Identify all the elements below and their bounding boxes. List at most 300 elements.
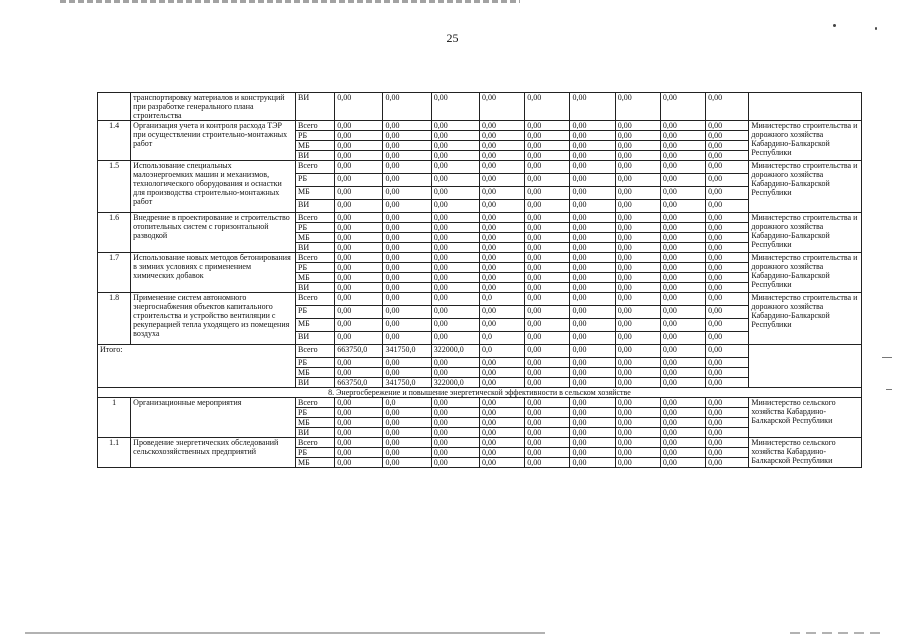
amount-cell: 0,00	[335, 253, 383, 263]
amount-cell: 0,00	[570, 398, 615, 408]
measure-description: Использование специальных малоэнергоемких машин и механизмов, технологического оборудования и оснастки для производства строительно-монтажных работ	[131, 161, 296, 213]
amount-cell: 0,00	[335, 213, 383, 223]
amount-cell: 0,00	[570, 458, 615, 468]
amount-cell: 0,00	[615, 378, 660, 388]
amount-cell: 0,00	[431, 200, 479, 213]
amount-cell: 0,00	[335, 141, 383, 151]
table-row	[98, 253, 862, 263]
responsible-executor: Министерство строительства и дорожного хозяйства Кабардино-Балкарской Республики	[749, 253, 862, 293]
amount-cell: 0,00	[335, 121, 383, 131]
amount-cell: 0,00	[660, 378, 705, 388]
amount-cell: 0,00	[431, 263, 479, 273]
amount-cell: 0,00	[383, 141, 431, 151]
amount-cell: 0,00	[479, 368, 524, 378]
amount-cell: 0,00	[660, 213, 705, 223]
amount-cell: 0,00	[431, 141, 479, 151]
amount-cell: 0,00	[660, 141, 705, 151]
amount-cell: 663750,0	[335, 345, 383, 358]
amount-cell: 0,00	[335, 368, 383, 378]
amount-cell: 0,00	[706, 398, 749, 408]
funding-source: МБ	[296, 319, 335, 332]
amount-cell: 0,00	[615, 200, 660, 213]
amount-cell: 0,00	[525, 93, 570, 121]
amount-cell: 0,00	[660, 243, 705, 253]
funding-source: ВИ	[296, 428, 335, 438]
amount-cell: 0,00	[706, 151, 749, 161]
amount-cell: 0,00	[335, 200, 383, 213]
amount-cell: 0,00	[479, 319, 524, 332]
amount-cell: 0,00	[383, 151, 431, 161]
amount-cell: 0,00	[525, 319, 570, 332]
amount-cell: 0,00	[383, 319, 431, 332]
amount-cell: 0,00	[660, 263, 705, 273]
scan-speck	[875, 27, 877, 30]
amount-cell: 0,00	[570, 358, 615, 368]
amount-cell: 0,00	[570, 418, 615, 428]
amount-cell: 0,00	[431, 319, 479, 332]
amount-cell: 0,00	[335, 306, 383, 319]
amount-cell: 0,00	[525, 253, 570, 263]
amount-cell: 0,00	[479, 161, 524, 174]
amount-cell: 0,00	[383, 174, 431, 187]
amount-cell: 0,00	[479, 131, 524, 141]
amount-cell: 0,00	[706, 121, 749, 131]
amount-cell: 0,00	[615, 131, 660, 141]
amount-cell: 0,00	[525, 332, 570, 345]
amount-cell: 0,00	[570, 332, 615, 345]
item-number: 1.6	[98, 213, 131, 253]
scan-artifact-bottom	[25, 632, 545, 634]
amount-cell: 0,00	[383, 161, 431, 174]
amount-cell: 0,00	[431, 253, 479, 263]
amount-cell: 0,00	[335, 438, 383, 448]
amount-cell: 0,00	[335, 332, 383, 345]
amount-cell: 0,00	[706, 306, 749, 319]
amount-cell: 0,00	[335, 458, 383, 468]
funding-source: Всего	[296, 438, 335, 448]
amount-cell: 0,00	[570, 263, 615, 273]
amount-cell: 0,00	[706, 283, 749, 293]
amount-cell: 0,00	[383, 200, 431, 213]
amount-cell: 0,0	[479, 332, 524, 345]
amount-cell: 0,00	[660, 121, 705, 131]
amount-cell: 0,00	[660, 131, 705, 141]
amount-cell: 0,00	[479, 378, 524, 388]
amount-cell: 0,00	[660, 418, 705, 428]
amount-cell: 0,00	[706, 141, 749, 151]
amount-cell: 0,00	[335, 398, 383, 408]
amount-cell: 0,00	[525, 223, 570, 233]
scan-artifact-top	[60, 0, 520, 3]
amount-cell: 0,00	[383, 233, 431, 243]
amount-cell: 0,00	[706, 448, 749, 458]
amount-cell: 0,00	[706, 358, 749, 368]
item-number: 1.5	[98, 161, 131, 213]
amount-cell: 0,00	[479, 200, 524, 213]
amount-cell: 0,00	[570, 200, 615, 213]
amount-cell: 0,00	[525, 398, 570, 408]
amount-cell: 0,00	[660, 408, 705, 418]
amount-cell: 0,00	[706, 233, 749, 243]
amount-cell: 0,00	[383, 223, 431, 233]
amount-cell: 0,00	[479, 187, 524, 200]
amount-cell: 0,00	[431, 233, 479, 243]
item-number	[98, 93, 131, 121]
amount-cell: 0,00	[383, 121, 431, 131]
funding-source: РБ	[296, 263, 335, 273]
amount-cell: 0,00	[335, 418, 383, 428]
amount-cell: 0,00	[570, 319, 615, 332]
amount-cell: 0,00	[615, 418, 660, 428]
amount-cell: 0,00	[706, 319, 749, 332]
amount-cell: 0,00	[335, 283, 383, 293]
amount-cell: 0,00	[431, 458, 479, 468]
amount-cell: 0,00	[479, 121, 524, 131]
amount-cell: 0,00	[431, 428, 479, 438]
amount-cell: 0,00	[706, 293, 749, 306]
amount-cell: 0,00	[615, 233, 660, 243]
amount-cell: 0,00	[615, 283, 660, 293]
amount-cell: 663750,0	[335, 378, 383, 388]
funding-source: МБ	[296, 187, 335, 200]
amount-cell: 0,00	[479, 263, 524, 273]
scan-mark	[886, 389, 892, 390]
amount-cell: 0,00	[383, 448, 431, 458]
funding-source: ВИ	[296, 283, 335, 293]
empty-cell	[749, 345, 862, 388]
amount-cell: 0,00	[479, 408, 524, 418]
responsible-executor: Министерство строительства и дорожного хозяйства Кабардино-Балкарской Республики	[749, 293, 862, 345]
amount-cell: 0,00	[570, 223, 615, 233]
amount-cell: 0,00	[615, 161, 660, 174]
funding-source: Всего	[296, 398, 335, 408]
scan-artifact-bottom-right	[790, 632, 880, 634]
amount-cell: 0,00	[615, 358, 660, 368]
funding-source: РБ	[296, 131, 335, 141]
table-row	[98, 398, 862, 408]
amount-cell: 0,00	[479, 223, 524, 233]
amount-cell: 0,00	[431, 418, 479, 428]
amount-cell: 0,00	[706, 174, 749, 187]
amount-cell: 0,00	[335, 131, 383, 141]
amount-cell: 0,00	[479, 233, 524, 243]
amount-cell: 0,00	[660, 332, 705, 345]
amount-cell: 0,00	[525, 233, 570, 243]
funding-source: РБ	[296, 408, 335, 418]
funding-source: ВИ	[296, 93, 335, 121]
amount-cell: 0,00	[525, 174, 570, 187]
amount-cell: 0,00	[525, 368, 570, 378]
responsible-executor: Министерство сельского хозяйства Кабардино-Балкарской Республики	[749, 398, 862, 438]
measure-description: Применение систем автономного энергоснабжения объектов капитального строительства и устройство вентиляции с рекуперацией тепла уходящего из помещения воздуха	[131, 293, 296, 345]
item-number: 1	[98, 398, 131, 438]
amount-cell: 0,00	[706, 332, 749, 345]
amount-cell: 0,00	[431, 293, 479, 306]
amount-cell: 0,00	[525, 273, 570, 283]
amount-cell: 0,00	[383, 263, 431, 273]
amount-cell: 0,00	[479, 273, 524, 283]
funding-source: РБ	[296, 174, 335, 187]
amount-cell: 0,00	[706, 243, 749, 253]
amount-cell: 0,00	[660, 398, 705, 408]
amount-cell: 0,00	[335, 151, 383, 161]
funding-source: ВИ	[296, 200, 335, 213]
amount-cell: 0,00	[660, 293, 705, 306]
amount-cell: 0,00	[660, 187, 705, 200]
amount-cell: 0,00	[615, 151, 660, 161]
amount-cell: 0,00	[335, 233, 383, 243]
amount-cell: 0,00	[570, 141, 615, 151]
amount-cell: 0,00	[335, 263, 383, 273]
amount-cell: 0,00	[383, 368, 431, 378]
funding-source: РБ	[296, 358, 335, 368]
responsible-executor	[749, 93, 862, 121]
amount-cell: 0,0	[479, 345, 524, 358]
amount-cell: 0,00	[479, 283, 524, 293]
amount-cell: 0,00	[570, 121, 615, 131]
amount-cell: 0,00	[479, 358, 524, 368]
amount-cell: 0,00	[335, 223, 383, 233]
amount-cell: 0,00	[615, 243, 660, 253]
amount-cell: 0,00	[525, 428, 570, 438]
amount-cell: 0,00	[525, 213, 570, 223]
amount-cell: 0,00	[615, 428, 660, 438]
amount-cell: 0,00	[525, 408, 570, 418]
amount-cell: 0,00	[706, 93, 749, 121]
amount-cell: 0,00	[335, 408, 383, 418]
amount-cell: 0,00	[615, 408, 660, 418]
amount-cell: 0,00	[479, 253, 524, 263]
amount-cell: 0,00	[383, 358, 431, 368]
amount-cell: 0,00	[660, 438, 705, 448]
amount-cell: 0,00	[383, 418, 431, 428]
measure-description: транспортировку материалов и конструкций при разработке генерального плана строительства	[131, 93, 296, 121]
amount-cell: 0,00	[383, 293, 431, 306]
page-number: 25	[446, 31, 459, 45]
amount-cell: 0,00	[479, 438, 524, 448]
amount-cell: 0,00	[706, 253, 749, 263]
measure-description: Организация учета и контроля расхода ТЭР при осуществлении строительно-монтажных работ	[131, 121, 296, 161]
amount-cell: 0,00	[570, 283, 615, 293]
amount-cell: 0,00	[479, 428, 524, 438]
amount-cell: 0,00	[335, 174, 383, 187]
amount-cell: 0,00	[570, 428, 615, 438]
amount-cell: 0,00	[706, 200, 749, 213]
responsible-executor: Министерство строительства и дорожного хозяйства Кабардино-Балкарской Республики	[749, 213, 862, 253]
amount-cell: 0,00	[525, 293, 570, 306]
amount-cell: 0,00	[706, 428, 749, 438]
table-row-total	[98, 345, 862, 358]
amount-cell: 0,00	[615, 213, 660, 223]
amount-cell: 0,00	[525, 418, 570, 428]
amount-cell: 0,00	[383, 243, 431, 253]
amount-cell: 0,00	[615, 319, 660, 332]
amount-cell: 0,00	[660, 448, 705, 458]
amount-cell: 0,00	[615, 345, 660, 358]
amount-cell: 0,00	[660, 345, 705, 358]
measure-description: Внедрение в проектирование и строительство отопительных систем с горизонтальной разводкой	[131, 213, 296, 253]
amount-cell: 0,00	[706, 131, 749, 141]
amount-cell: 0,00	[525, 121, 570, 131]
amount-cell: 0,00	[615, 368, 660, 378]
table-row	[98, 293, 862, 306]
amount-cell: 0,00	[570, 243, 615, 253]
amount-cell: 0,00	[570, 273, 615, 283]
amount-cell: 0,00	[525, 151, 570, 161]
amount-cell: 0,00	[660, 233, 705, 243]
responsible-executor: Министерство строительства и дорожного хозяйства Кабардино-Балкарской Республики	[749, 161, 862, 213]
amount-cell: 0,00	[525, 141, 570, 151]
responsible-executor: Министерство строительства и дорожного хозяйства Кабардино-Балкарской Республики	[749, 121, 862, 161]
amount-cell: 0,00	[431, 438, 479, 448]
amount-cell: 0,00	[706, 161, 749, 174]
amount-cell: 0,00	[431, 121, 479, 131]
amount-cell: 0,00	[383, 306, 431, 319]
amount-cell: 0,00	[615, 398, 660, 408]
amount-cell: 322000,0	[431, 378, 479, 388]
amount-cell: 0,00	[525, 306, 570, 319]
table-row	[98, 213, 862, 223]
amount-cell: 0,00	[525, 131, 570, 141]
amount-cell: 0,00	[431, 131, 479, 141]
amount-cell: 0,00	[615, 263, 660, 273]
amount-cell: 0,00	[383, 187, 431, 200]
amount-cell: 0,00	[383, 438, 431, 448]
amount-cell: 0,00	[431, 408, 479, 418]
amount-cell: 0,00	[615, 187, 660, 200]
funding-source: ВИ	[296, 332, 335, 345]
amount-cell: 0,00	[335, 93, 383, 121]
amount-cell: 0,00	[431, 283, 479, 293]
amount-cell: 0,00	[615, 223, 660, 233]
amount-cell: 0,00	[660, 306, 705, 319]
amount-cell: 0,00	[570, 408, 615, 418]
amount-cell: 0,00	[660, 200, 705, 213]
amount-cell: 0,00	[335, 243, 383, 253]
amount-cell: 0,00	[335, 187, 383, 200]
amount-cell: 0,00	[479, 243, 524, 253]
amount-cell: 0,00	[660, 283, 705, 293]
amount-cell: 0,00	[335, 273, 383, 283]
funding-source: РБ	[296, 448, 335, 458]
funding-source: Всего	[296, 293, 335, 306]
amount-cell: 0,00	[383, 93, 431, 121]
measure-description: Использование новых методов бетонирования в зимних условиях с применением химических добавок	[131, 253, 296, 293]
amount-cell: 0,00	[706, 263, 749, 273]
amount-cell: 0,00	[570, 438, 615, 448]
amount-cell: 0,00	[615, 174, 660, 187]
amount-cell: 0,00	[570, 345, 615, 358]
amount-cell: 0,00	[383, 253, 431, 263]
amount-cell: 0,00	[479, 458, 524, 468]
amount-cell: 0,00	[525, 200, 570, 213]
amount-cell: 0,00	[479, 93, 524, 121]
amount-cell: 0,00	[525, 448, 570, 458]
amount-cell: 0,00	[706, 438, 749, 448]
amount-cell: 0,00	[431, 187, 479, 200]
amount-cell: 0,00	[706, 223, 749, 233]
amount-cell: 0,00	[383, 131, 431, 141]
amount-cell: 0,00	[660, 273, 705, 283]
amount-cell: 341750,0	[383, 378, 431, 388]
amount-cell: 0,00	[431, 161, 479, 174]
amount-cell: 0,00	[479, 306, 524, 319]
amount-cell: 0,00	[615, 273, 660, 283]
amount-cell: 0,00	[570, 448, 615, 458]
amount-cell: 0,00	[706, 458, 749, 468]
amount-cell: 0,00	[615, 141, 660, 151]
funding-source: РБ	[296, 306, 335, 319]
funding-source: МБ	[296, 233, 335, 243]
amount-cell: 0,00	[479, 151, 524, 161]
scan-speck	[833, 24, 836, 27]
measure-description: Организационные мероприятия	[131, 398, 296, 438]
amount-cell: 0,00	[570, 161, 615, 174]
amount-cell: 0,00	[335, 293, 383, 306]
amount-cell: 0,00	[615, 306, 660, 319]
amount-cell: 0,00	[570, 378, 615, 388]
amount-cell: 0,00	[383, 408, 431, 418]
amount-cell: 0,00	[525, 161, 570, 174]
funding-source: МБ	[296, 458, 335, 468]
amount-cell: 0,00	[660, 319, 705, 332]
amount-cell: 0,00	[615, 293, 660, 306]
amount-cell: 0,00	[431, 306, 479, 319]
amount-cell: 0,00	[615, 458, 660, 468]
amount-cell: 0,00	[431, 174, 479, 187]
funding-source: ВИ	[296, 151, 335, 161]
amount-cell: 0,00	[431, 448, 479, 458]
amount-cell: 0,00	[660, 223, 705, 233]
amount-cell: 0,00	[431, 368, 479, 378]
table-row	[98, 161, 862, 174]
amount-cell: 0,00	[660, 253, 705, 263]
amount-cell: 0,00	[431, 398, 479, 408]
item-number: 1.7	[98, 253, 131, 293]
amount-cell: 0,00	[335, 428, 383, 438]
measure-description: Проведение энергетических обследований сельскохозяйственных предприятий	[131, 438, 296, 468]
amount-cell: 0,00	[615, 438, 660, 448]
table-row	[98, 438, 862, 448]
funding-source: РБ	[296, 223, 335, 233]
amount-cell: 0,00	[570, 253, 615, 263]
scan-mark	[882, 357, 892, 358]
funding-source: Всего	[296, 253, 335, 263]
item-number: 1.8	[98, 293, 131, 345]
amount-cell: 0,00	[615, 93, 660, 121]
section-header	[98, 388, 862, 398]
amount-cell: 0,00	[660, 358, 705, 368]
amount-cell: 0,00	[615, 332, 660, 345]
amount-cell: 0,00	[570, 368, 615, 378]
funding-source: Всего	[296, 213, 335, 223]
amount-cell: 0,00	[431, 332, 479, 345]
amount-cell: 0,00	[525, 438, 570, 448]
funding-source: Всего	[296, 121, 335, 131]
amount-cell: 0,00	[570, 233, 615, 243]
funding-source: МБ	[296, 273, 335, 283]
amount-cell: 0,00	[383, 273, 431, 283]
amount-cell: 0,0	[479, 293, 524, 306]
amount-cell: 0,00	[706, 378, 749, 388]
total-label: Итого:	[98, 345, 296, 388]
amount-cell: 0,00	[335, 319, 383, 332]
amount-cell: 0,00	[615, 121, 660, 131]
amount-cell: 0,00	[525, 187, 570, 200]
amount-cell: 0,00	[525, 263, 570, 273]
funding-source: МБ	[296, 418, 335, 428]
amount-cell: 0,00	[525, 358, 570, 368]
